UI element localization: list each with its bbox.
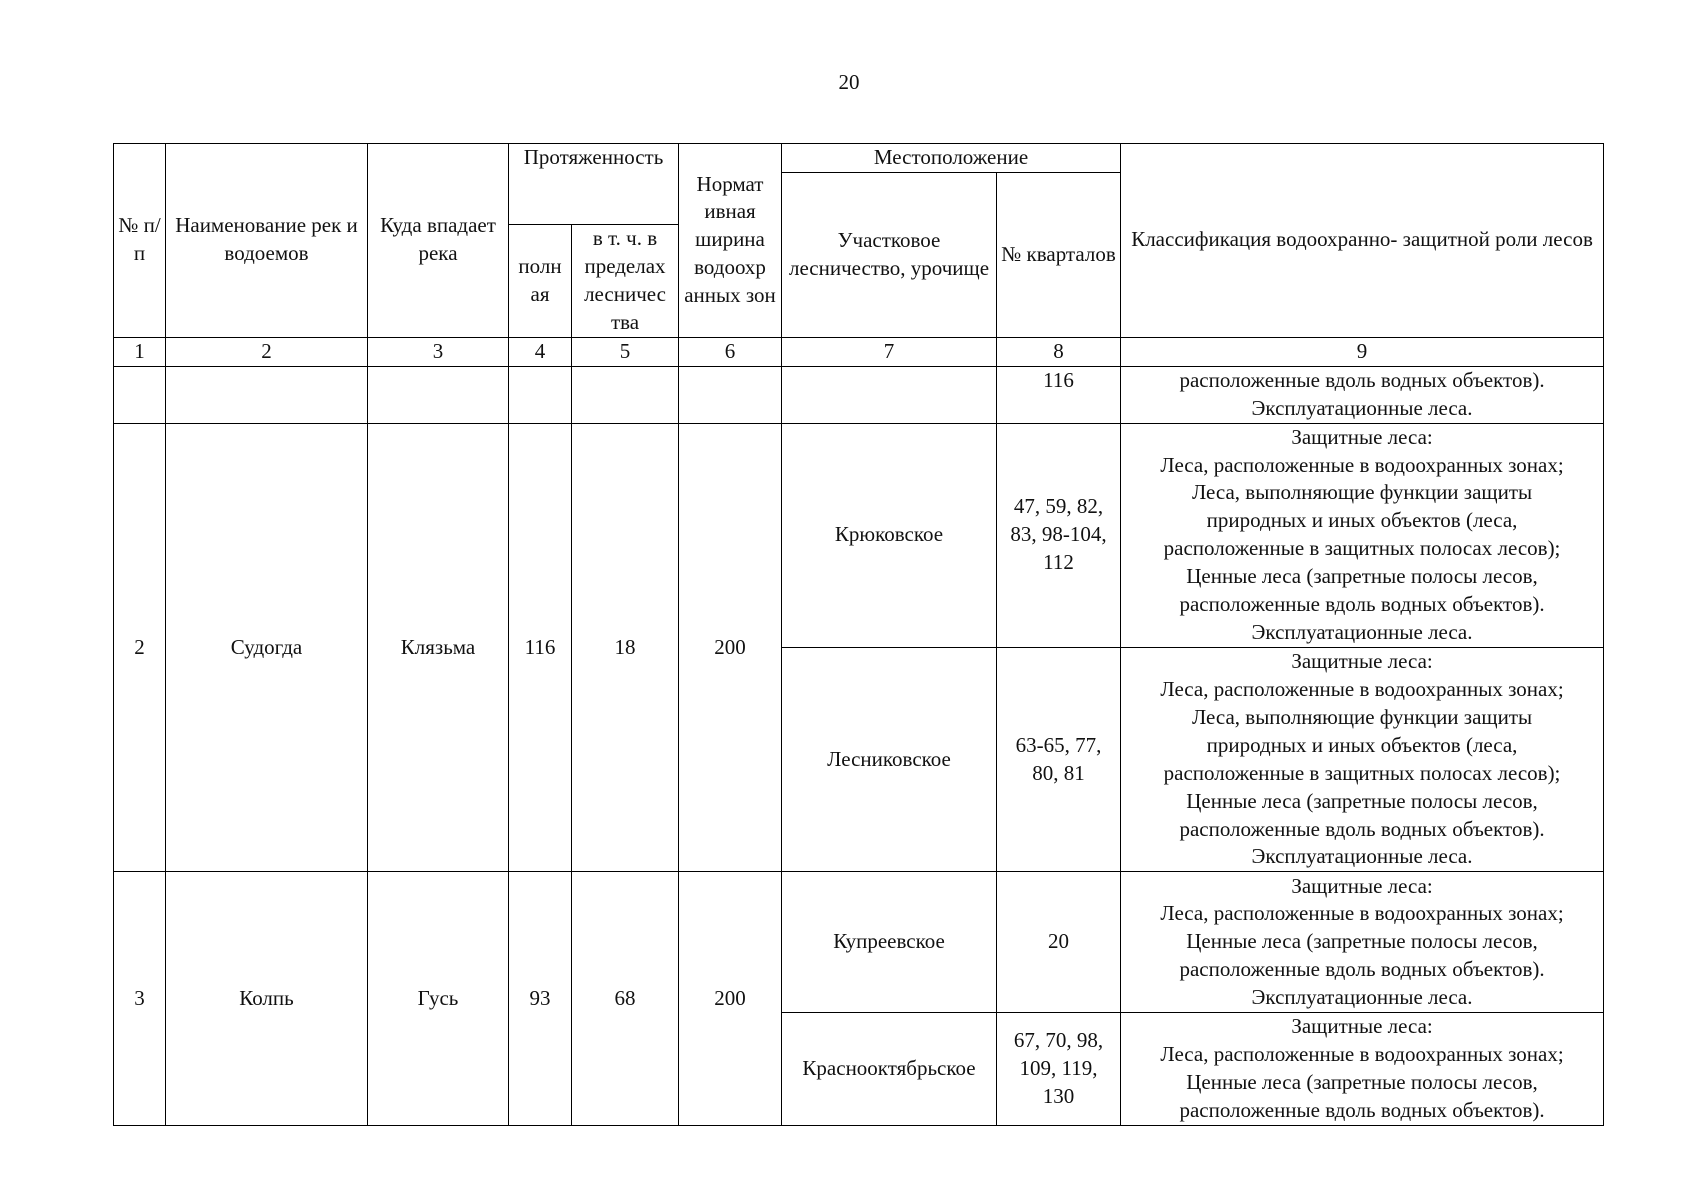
header-length-full: полн ая — [509, 225, 572, 338]
quarters-cell: 20 — [997, 872, 1121, 1013]
header-zone-width: Нормат ивная ширина водоохр анных зон — [679, 144, 782, 338]
river-num: 3 — [114, 872, 166, 1126]
column-number: 6 — [679, 337, 782, 366]
column-number: 3 — [368, 337, 509, 366]
classification-cell: Защитные леса: Леса, расположенные в водоохранных зонах; Леса, выполняющие функции защиты природных и иных объектов (леса, расположенные в защитных полосах лесов); Ценные леса (запретные полосы лесов, расположенные вдоль водных объектов). Эксплуатационные леса. — [1121, 423, 1604, 647]
classification-cell: расположенные вдоль водных объектов). Эксплуатационные леса. — [1121, 366, 1604, 423]
column-number: 9 — [1121, 337, 1604, 366]
forestry-cell: Купреевское — [782, 872, 997, 1013]
header-forestry: Участковое лесничество, урочище — [782, 173, 997, 338]
quarters-cell: 63-65, 77, 80, 81 — [997, 647, 1121, 871]
header-mouth: Куда впадает река — [368, 144, 509, 338]
quarters-cell: 67, 70, 98, 109, 119, 130 — [997, 1013, 1121, 1126]
river-num: 2 — [114, 423, 166, 872]
column-number: 7 — [782, 337, 997, 366]
forestry-cell: Лесниковское — [782, 647, 997, 871]
forestry-cell: Краснооктябрьское — [782, 1013, 997, 1126]
rivers-table — [113, 143, 1604, 1126]
header-classification: Классификация водоохранно- защитной роли лесов — [1121, 144, 1604, 338]
length-within: 68 — [572, 872, 679, 1126]
forestry-cell: Крюковское — [782, 423, 997, 647]
header-length-within: в т. ч. в пределах лесничес тва — [572, 225, 679, 338]
river-mouth: Клязьма — [368, 423, 509, 872]
column-number: 1 — [114, 337, 166, 366]
length-within: 18 — [572, 423, 679, 872]
length-full: 116 — [509, 423, 572, 872]
classification-cell: Защитные леса: Леса, расположенные в водоохранных зонах; Ценные леса (запретные полосы лесов, расположенные вдоль водных объектов). — [1121, 1013, 1604, 1126]
column-number: 8 — [997, 337, 1121, 366]
column-number: 4 — [509, 337, 572, 366]
quarters-cell: 47, 59, 82, 83, 98-104, 112 — [997, 423, 1121, 647]
zone-width: 200 — [679, 423, 782, 872]
river-mouth: Гусь — [368, 872, 509, 1126]
header-length: Протяженность — [509, 144, 679, 225]
table-row — [114, 423, 1604, 647]
header-location: Местоположение — [782, 144, 1121, 173]
column-number: 5 — [572, 337, 679, 366]
river-name: Судогда — [166, 423, 368, 872]
zone-width: 200 — [679, 872, 782, 1126]
length-full: 93 — [509, 872, 572, 1126]
column-number: 2 — [166, 337, 368, 366]
classification-cell: Защитные леса: Леса, расположенные в водоохранных зонах; Ценные леса (запретные полосы лесов, расположенные вдоль водных объектов). Эксплуатационные леса. — [1121, 872, 1604, 1013]
river-name: Колпь — [166, 872, 368, 1126]
header-quarters: № кварталов — [997, 173, 1121, 338]
header-name: Наименование рек и водоемов — [166, 144, 368, 338]
page-number: 20 — [838, 70, 860, 94]
table-row — [114, 366, 1604, 423]
table-row — [114, 872, 1604, 1013]
quarters-cell: 116 — [997, 366, 1121, 423]
header-num: № п/п — [114, 144, 166, 338]
classification-cell: Защитные леса: Леса, расположенные в водоохранных зонах; Леса, выполняющие функции защиты природных и иных объектов (леса, расположенные в защитных полосах лесов); Ценные леса (запретные полосы лесов, расположенные вдоль водных объектов). Эксплуатационные леса. — [1121, 647, 1604, 871]
